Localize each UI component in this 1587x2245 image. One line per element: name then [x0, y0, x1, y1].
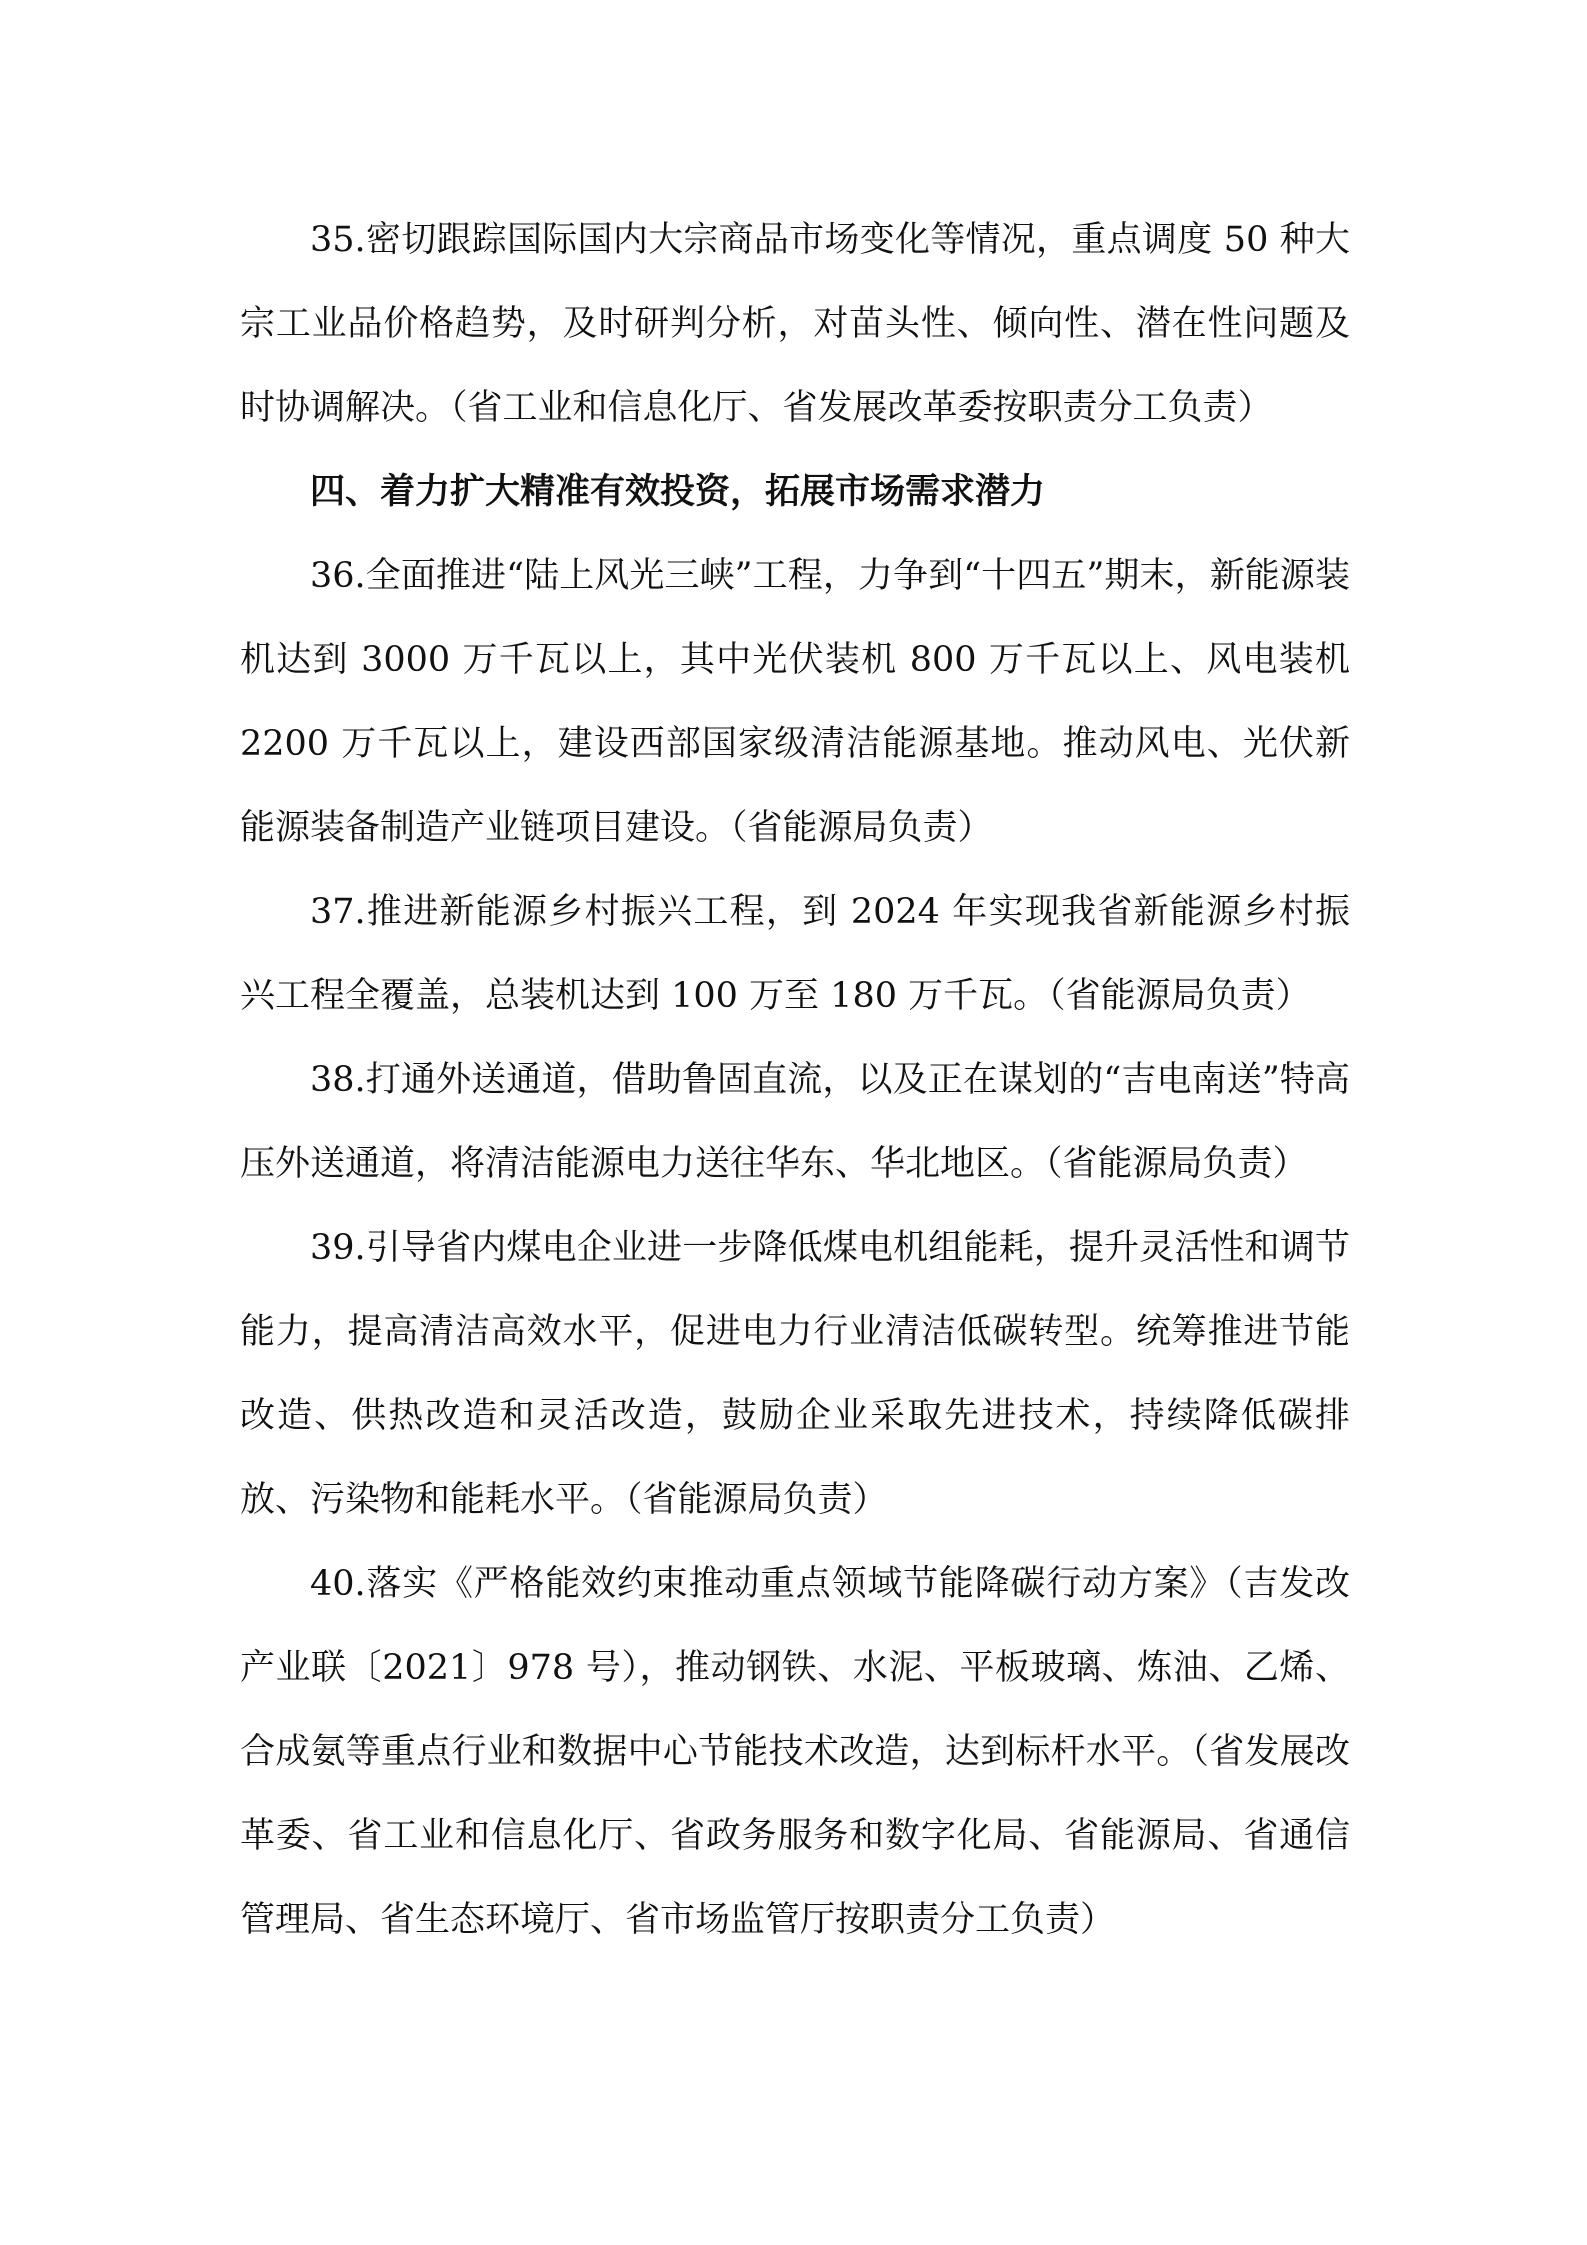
paragraph-item-37: 37.推进新能源乡村振兴工程，到 2024 年实现我省新能源乡村振兴工程全覆盖，总装机达到 100 万至 180 万千瓦。（省能源局负责） [240, 892, 1350, 1016]
paragraph-item-35: 35.密切跟踪国际国内大宗商品市场变化等情况，重点调度 50 种大宗工业品价格趋势，及时研判分析，对苗头性、倾向性、潜在性问题及时协调解决。（省工业和信息化厅、省发展改革委按职责分工负责） [240, 220, 1350, 428]
paragraph-item-40: 40.落实《严格能效约束推动重点领域节能降碳行动方案》（吉发改产业联〔2021〕978 号），推动钢铁、水泥、平板玻璃、炼油、乙烯、合成氨等重点行业和数据中心节能技术改造，达到标杆水平。（省发展改革委、省工业和信息化厅、省政务服务和数字化局、省能源局、省通信管理局、省生态环境厅、省市场监管厅按职责分工负责） [240, 1564, 1350, 1940]
paragraph-item-39: 39.引导省内煤电企业进一步降低煤电机组能耗，提升灵活性和调节能力，提高清洁高效水平，促进电力行业清洁低碳转型。统筹推进节能改造、供热改造和灵活改造，鼓励企业采取先进技术，持续降低碳排放、污染物和能耗水平。（省能源局负责） [240, 1228, 1350, 1520]
section-heading-4: 四、着力扩大精准有效投资，拓展市场需求潜力 [310, 472, 1046, 512]
paragraph-item-38: 38.打通外送通道，借助鲁固直流，以及正在谋划的“吉电南送”特高压外送通道，将清洁能源电力送往华东、华北地区。（省能源局负责） [240, 1060, 1350, 1184]
paragraph-item-36: 36.全面推进“陆上风光三峡”工程，力争到“十四五”期末，新能源装机达到 3000 万千瓦以上，其中光伏装机 800 万千瓦以上、风电装机 2200 万千瓦以上，建设西部国家级清洁能源基地。推动风电、光伏新能源装备制造产业链项目建设。（省能源局负责） [240, 556, 1350, 848]
document-body [240, 198, 1350, 1962]
